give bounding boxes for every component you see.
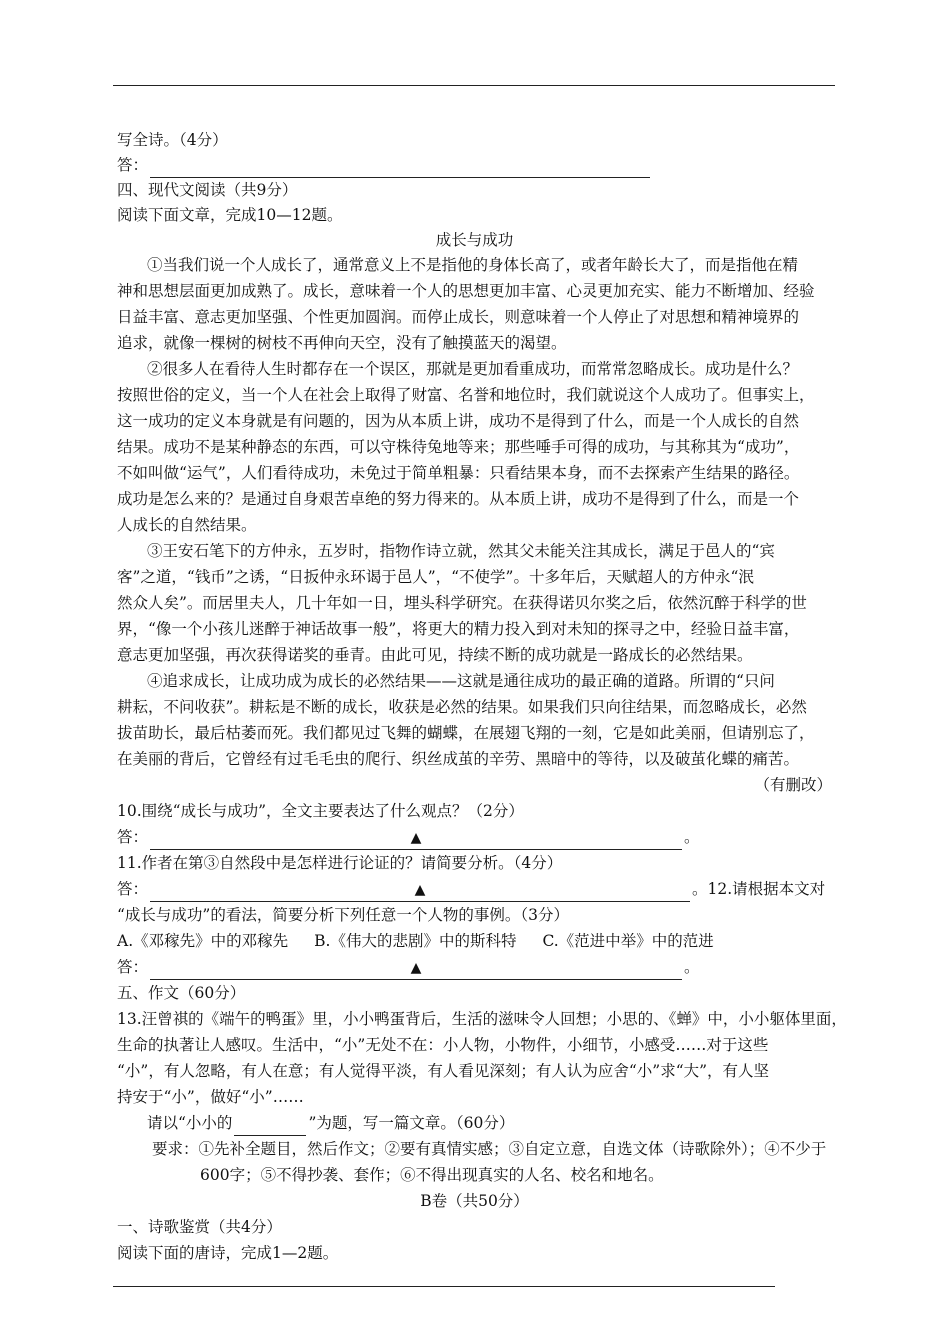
answer-line-12 [117, 954, 832, 980]
article-line: 追求，就像一棵树的树枝不再伸向天空，没有了触摸蓝天的渴望。 [117, 334, 567, 352]
essay-prompt-line: “小”，有人忽略，有人在意；有人觉得平淡，有人看见深刻；有人认为应舍“小”求“大”，有人坚 [117, 1062, 770, 1080]
answer-line-10 [117, 824, 832, 850]
article-line: 客”之道，“钱币”之诱，“日扳仲永环谒于邑人”，“不使学”。十多年后，天赋超人的方仲永“泯 [117, 568, 754, 586]
b-section1-title: 一、诗歌鉴赏（共4分） [117, 1218, 282, 1236]
article-note: （有删改） [754, 776, 832, 794]
option-c: C.《范进中举》中的范进 [542, 932, 714, 950]
article-line: 耕耘，不问收获”。耕耘是不断的成长，收获是必然的结果。如果我们只向往结果，而忽略成长，必然 [117, 698, 807, 716]
article-line: 意志更加坚强，再次获得诺奖的垂青。由此可见，持续不断的成功就是一路成长的必然结果。 [117, 646, 753, 664]
essay-title-prompt [147, 1110, 832, 1136]
essay-requirements: 要求：①先补全题目，然后作文；②要有真情实感；③自定立意，自选文体（诗歌除外）；④不少于 [152, 1140, 827, 1158]
b-section1-instruction: 阅读下面的唐诗，完成1—2题。 [117, 1244, 339, 1262]
essay-prompt-b: ”为题，写一篇文章。（60分） [308, 1114, 515, 1132]
answer-line-11 [117, 876, 832, 902]
article-line: 结果。成功不是某种静态的东西，可以守株待兔地等来；那些唾手可得的成功，与其称其为“成功”， [117, 438, 800, 456]
article-line: 成功是怎么来的？是通过自身艰苦卓绝的努力得来的。从本质上讲，成功不是得到了什么，而是一个 [117, 490, 800, 508]
section-instruction [117, 202, 832, 228]
part-b-title: B卷（共50分） [420, 1192, 529, 1210]
question-11: 11.作者在第③自然段中是怎样进行论证的？请简要分析。（4分） [117, 854, 563, 872]
top-rule [113, 85, 835, 86]
answer-label: 答： [117, 156, 149, 174]
article-line: 拔苗助长，最后枯萎而死。我们都见过飞舞的蝴蝶，在展翅飞翔的一刻，它是如此美丽，但请别忘了， [117, 724, 815, 742]
article-line: 日益丰富、意志更加坚强、个性更加圆润。而停止成长，则意味着一个人停止了对思想和精神境界的 [117, 308, 800, 326]
question-tail [117, 127, 832, 153]
option-a: A.《邓稼先》中的邓稼先 [117, 932, 289, 950]
answer-blank[interactable] [150, 832, 682, 850]
triangle-icon: ▲ [414, 882, 426, 898]
answer-line-9 [117, 152, 832, 178]
article-line: 按照世俗的定义，当一个人在社会上取得了财富、名誉和地位时，我们就说这个人成功了。但事实上， [117, 386, 815, 404]
question-tail-text: 写全诗。（4分） [117, 131, 228, 149]
question-12: “成长与成功”的看法，简要分析下列任意一个人物的事例。（3分） [117, 906, 569, 924]
question-12-options [117, 928, 832, 954]
article-line: 人成长的自然结果。 [117, 516, 257, 534]
period: 。 [692, 880, 708, 898]
period: 。 [684, 958, 700, 976]
answer-label: 答： [117, 958, 149, 976]
essay-prompt-a: 请以“小小的 [147, 1114, 233, 1132]
essay-requirements: 600字；⑤不得抄袭、套作；⑥不得出现真实的人名、校名和地名。 [200, 1166, 664, 1184]
answer-blank[interactable] [150, 884, 690, 902]
article-line: 神和思想层面更加成熟了。成长，意味着一个人的思想更加丰富、心灵更加充实、能力不断增加、经验 [117, 282, 815, 300]
essay-prompt-line: 生命的执著让人感叹。生活中，“小”无处不在：小人物，小物件，小细节，小感受……对于这些 [117, 1036, 769, 1054]
article-line: ④追求成长，让成功成为成长的必然结果——这就是通往成功的最正确的道路。所谓的“只问 [147, 672, 775, 690]
essay-prompt-line: 持安于“小”，做好“小”…… [117, 1088, 304, 1106]
answer-label: 答： [117, 880, 149, 898]
article-line: 在美丽的背后，它曾经有过毛毛虫的爬行、织丝成茧的辛劳、黑暗中的等待，以及破茧化蝶的痛苦。 [117, 750, 800, 768]
question-12-head: 12.请根据本文对 [707, 880, 826, 898]
article-line: ②很多人在看待人生时都存在一个误区，那就是更加看重成功，而常常忽略成长。成功是什么？ [147, 360, 799, 378]
article-line: ③王安石笔下的方仲永，五岁时，指物作诗立就，然其父未能关注其成长，满足于邑人的“宾 [147, 542, 775, 560]
essay-prompt-line: 13.汪曾祺的《端午的鸭蛋》里，小小鸭蛋背后，生活的滋味令人回想；小思的、《蝉》中，小小躯体里面， [117, 1010, 847, 1028]
essay-title-blank[interactable] [234, 1118, 306, 1136]
article-line: 不如叫做“运气”，人们看待成功，未免过于简单粗暴：只看结果本身，而不去探索产生结果的路径。 [117, 464, 800, 482]
section5-title: 五、作文（60分） [117, 984, 246, 1002]
article-line: 然众人矣”。而居里夫人，几十年如一日，埋头科学研究。在获得诺贝尔奖之后，依然沉醉于科学的世 [117, 594, 807, 612]
triangle-icon: ▲ [410, 960, 422, 976]
article-line: 界，“像一个小孩儿迷醉于神话故事一般”，将更大的精力投入到对未知的探寻之中，经验日益丰富， [117, 620, 800, 638]
question-10: 10.围绕“成长与成功”，全文主要表达了什么观点？（2分） [117, 802, 524, 820]
article-line: 这一成功的定义本身就是有问题的，因为从本质上讲，成功不是得到了什么，而是一个人成长的自然 [117, 412, 800, 430]
option-b: B.《伟大的悲剧》中的斯科特 [314, 932, 517, 950]
answer-label: 答： [117, 828, 149, 846]
section4-instruction: 阅读下面文章，完成10—12题。 [117, 206, 343, 224]
bottom-rule [113, 1286, 775, 1287]
period: 。 [684, 828, 700, 846]
triangle-icon: ▲ [410, 830, 422, 846]
section4-title: 四、现代文阅读（共9分） [117, 181, 298, 199]
article-title: 成长与成功 [435, 231, 514, 249]
section-title [117, 177, 832, 203]
answer-blank[interactable] [150, 160, 650, 178]
answer-blank[interactable] [150, 962, 682, 980]
article-line: ①当我们说一个人成长了，通常意义上不是指他的身体长高了，或者年龄长大了，而是指他在精 [147, 256, 799, 274]
